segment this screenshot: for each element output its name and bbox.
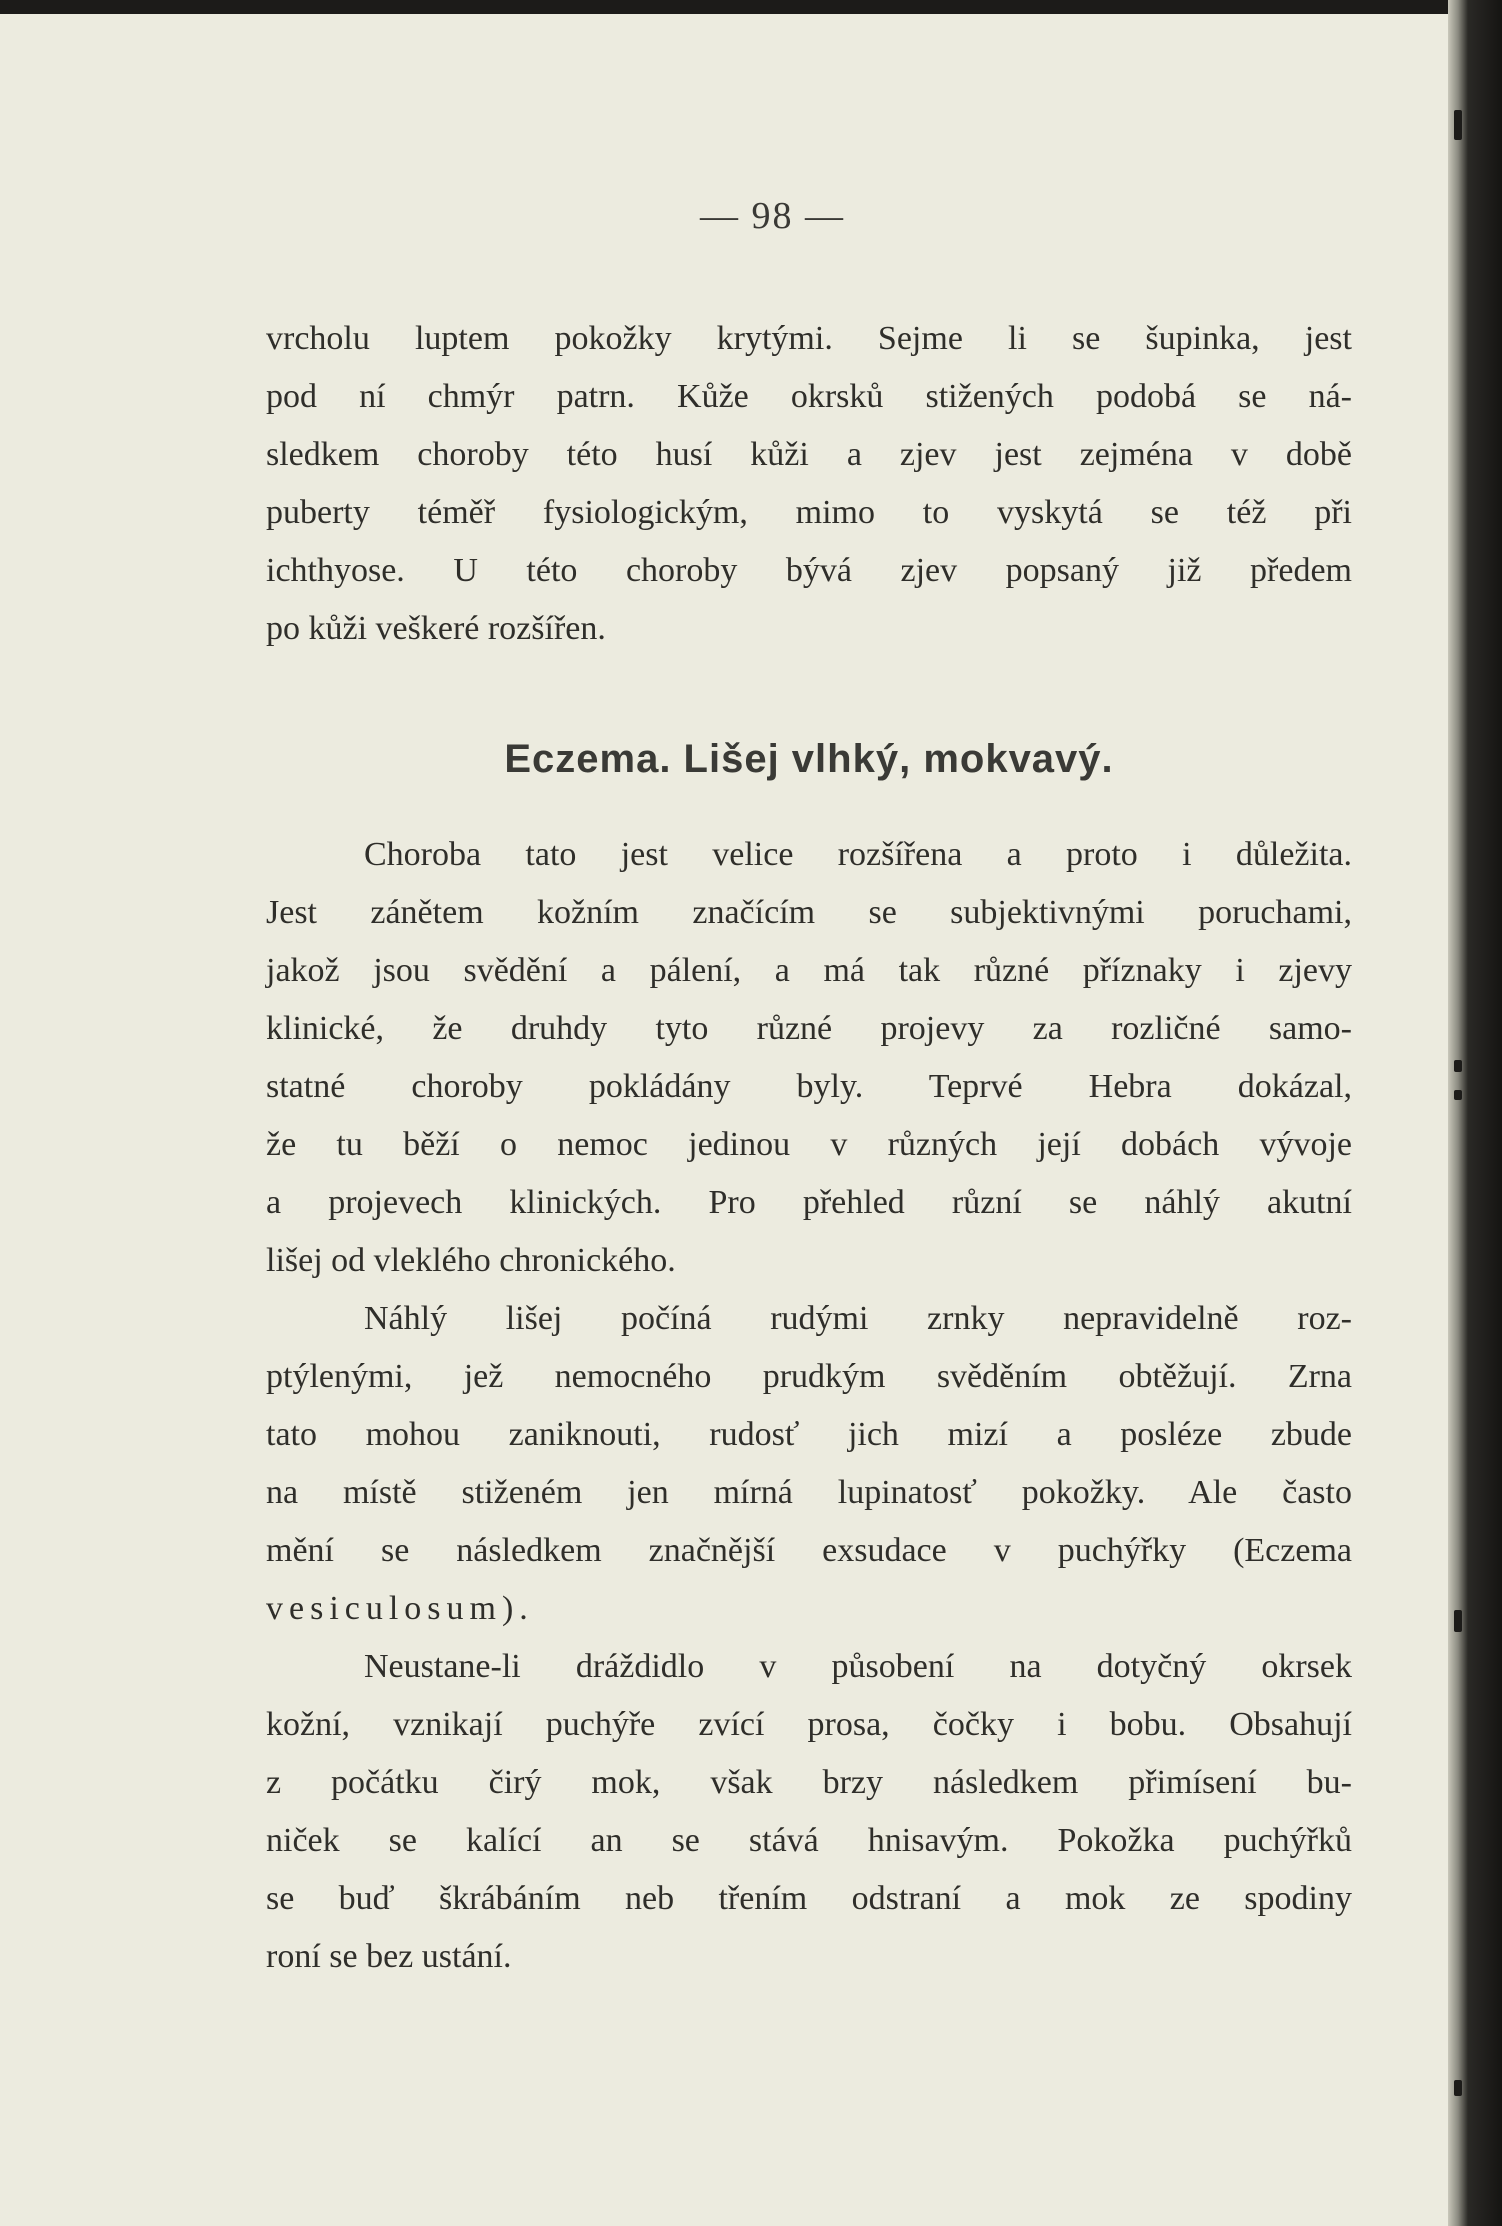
- scan-edge-mark: [1454, 110, 1462, 140]
- text-line: roní se bez ustání.: [266, 1938, 512, 1975]
- text-line: na místě stiženém jen mírná lupinatosť pokožky. Ale často: [266, 1474, 1352, 1511]
- text-line: tato mohou zaniknouti, rudosť jich mizí a posléze zbude: [266, 1416, 1352, 1453]
- text-line: sledkem choroby této husí kůži a zjev jest zejména v době: [266, 436, 1352, 473]
- text-line: z počátku čirý mok, však brzy následkem přimísení bu-: [266, 1764, 1352, 1801]
- text-line: Náhlý lišej počíná rudými zrnky nepravidelně roz-: [364, 1300, 1352, 1337]
- paragraph-vesicles: [266, 1638, 1352, 1986]
- text-line: Jest zánětem kožním značícím se subjektivnými poruchami,: [266, 894, 1352, 931]
- paragraph-acute-eczema: [266, 1290, 1352, 1638]
- text-line: že tu běží o nemoc jedinou v různých její dobách vývoje: [266, 1126, 1352, 1163]
- scan-edge-mark: [1454, 1610, 1462, 1632]
- text-line: ichthyose. U této choroby bývá zjev popsaný již předem: [266, 552, 1352, 589]
- scan-top-edge: [0, 0, 1502, 14]
- paragraph-continuation: [266, 310, 1352, 658]
- text-line: vrcholu luptem pokožky krytými. Sejme li se šupinka, jest: [266, 320, 1352, 357]
- text-line: kožní, vznikají puchýře zvící prosa, čočky i bobu. Obsahují: [266, 1706, 1352, 1743]
- text-line: Neustane-li dráždidlo v působení na dotyčný okrsek: [364, 1648, 1352, 1685]
- text-line: se buď škrábáním neb třením odstraní a mok ze spodiny: [266, 1880, 1352, 1917]
- section-heading: Eczema. Lišej vlhký, mokvavý.: [504, 737, 1114, 781]
- text-line: jakož jsou svědění a pálení, a má tak různé příznaky i zjevy: [266, 952, 1352, 989]
- text-line: statné choroby pokládány byly. Teprvé Hebra dokázal,: [266, 1068, 1352, 1105]
- scan-edge-mark: [1454, 1090, 1462, 1100]
- text-line: pod ní chmýr patrn. Kůže okrsků stižených podobá se ná-: [266, 378, 1352, 415]
- text-line: Choroba tato jest velice rozšířena a proto i důležita.: [364, 836, 1352, 873]
- text-line: lišej od vleklého chronického.: [266, 1242, 676, 1279]
- text-line: vesiculosum).: [266, 1590, 534, 1627]
- paragraph-introduction: [266, 826, 1352, 1290]
- scan-right-edge: [1448, 0, 1502, 2226]
- text-line: po kůži veškeré rozšířen.: [266, 610, 606, 647]
- page-number: — 98 —: [700, 195, 845, 237]
- scan-edge-mark: [1454, 2080, 1462, 2096]
- scan-edge-mark: [1454, 1060, 1462, 1072]
- text-line: klinické, že druhdy tyto různé projevy za rozličné samo-: [266, 1010, 1352, 1047]
- text-line: ptýlenými, jež nemocného prudkým svěděním obtěžují. Zrna: [266, 1358, 1352, 1395]
- text-line: puberty téměř fysiologickým, mimo to vyskytá se též při: [266, 494, 1352, 531]
- book-page: [0, 14, 1448, 2226]
- text-line: a projevech klinických. Pro přehled různí se náhlý akutní: [266, 1184, 1352, 1221]
- text-line: mění se následkem značnější exsudace v puchýřky (Eczema: [266, 1532, 1352, 1569]
- text-line: niček se kalící an se stává hnisavým. Pokožka puchýřků: [266, 1822, 1352, 1859]
